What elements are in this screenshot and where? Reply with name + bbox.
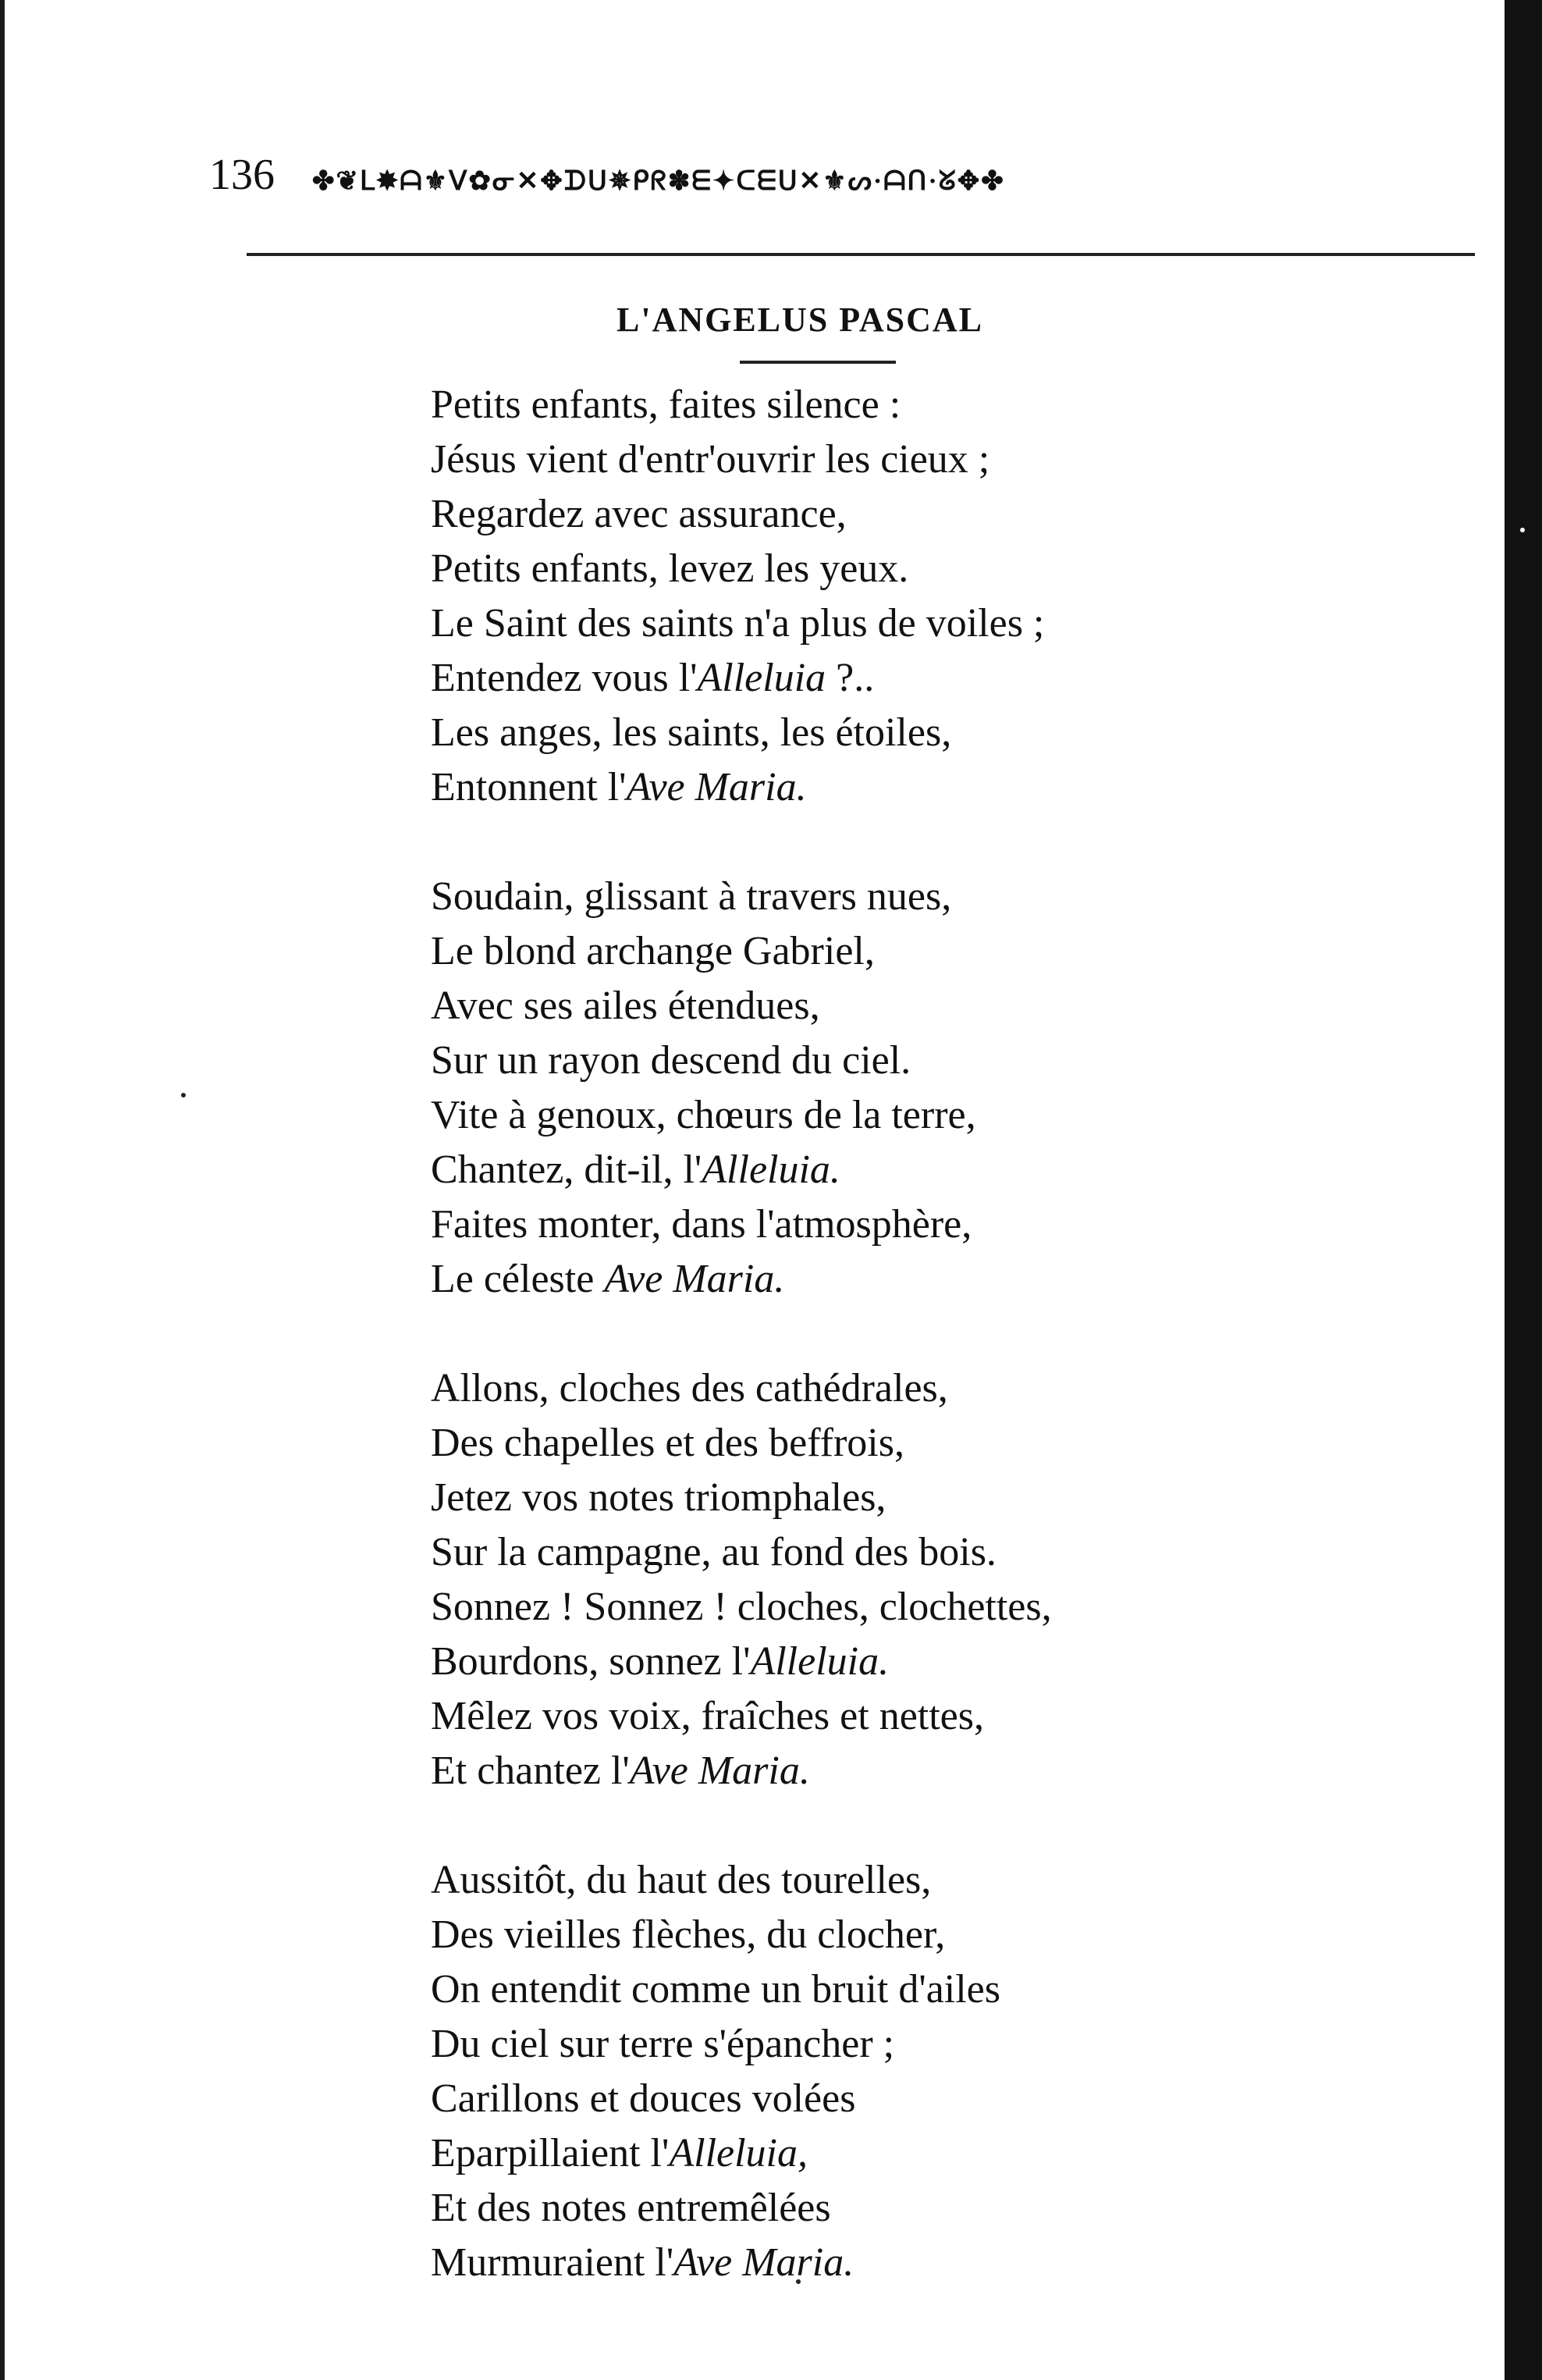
line-text: Et des notes entremêlées bbox=[431, 2186, 831, 2230]
poem-line bbox=[431, 1361, 1469, 1416]
line-italic-text: Alleluia. bbox=[702, 1147, 840, 1192]
poem-line bbox=[431, 870, 1469, 924]
poem-line bbox=[431, 706, 1469, 760]
line-text: Murmuraient l' bbox=[431, 2240, 674, 2285]
line-italic-text: Ave Maria. bbox=[673, 2240, 854, 2285]
poem-line bbox=[431, 1635, 1469, 1689]
line-text: Eparpillaient l' bbox=[431, 2131, 670, 2175]
line-italic-text: Ave Maria. bbox=[604, 1257, 785, 1301]
line-text: Bourdons, sonnez l' bbox=[431, 1639, 751, 1684]
header-ornament: ✤❦ᒪ✸ᗩ⚜ᐯ✿ᓂ✕✥ᗪᑌ✵ᑭᖇ✽ᗴ✦ᑕᗴᑌ✕⚜ᔕ·ᗩᑎ·ᘜ✥✤ bbox=[312, 167, 1005, 196]
line-italic-text: Ave Maria. bbox=[629, 1749, 810, 1793]
poem-line bbox=[431, 1143, 1469, 1197]
line-text: Entendez vous l' bbox=[431, 656, 698, 700]
poem-line bbox=[431, 1252, 1469, 1307]
poem-line bbox=[431, 1853, 1469, 1908]
poem-line bbox=[431, 1525, 1469, 1580]
line-text: Regardez avec assurance, bbox=[431, 492, 847, 536]
poem-line bbox=[431, 432, 1469, 487]
poem-line bbox=[431, 1088, 1469, 1143]
line-text: Carillons et douces volées bbox=[431, 2076, 856, 2121]
line-text: Vite à genoux, chœurs de la terre, bbox=[431, 1093, 976, 1137]
poem-line bbox=[431, 1908, 1469, 1962]
poem-line bbox=[431, 596, 1469, 651]
line-text: Allons, cloches des cathédrales, bbox=[431, 1366, 948, 1411]
poem-line bbox=[431, 487, 1469, 542]
line-text: Le Saint des saints n'a plus de voiles ; bbox=[431, 601, 1045, 646]
line-text: Petits enfants, levez les yeux. bbox=[431, 546, 909, 591]
poem-line bbox=[431, 1744, 1469, 1798]
line-text: Des vieilles flèches, du clocher, bbox=[431, 1912, 946, 1957]
stanza bbox=[431, 870, 1469, 1307]
line-text-tail: ?.. bbox=[826, 656, 875, 700]
scan-speck bbox=[181, 1093, 186, 1098]
scan-border-bar bbox=[1505, 0, 1542, 2380]
line-text: Sur un rayon descend du ciel. bbox=[431, 1038, 911, 1083]
poem-line bbox=[431, 2236, 1469, 2290]
line-text: Jésus vient d'entr'ouvrir les cieux ; bbox=[431, 437, 990, 482]
line-text: Et chantez l' bbox=[431, 1749, 630, 1793]
poem-line bbox=[431, 1689, 1469, 1744]
poem-line bbox=[431, 2072, 1469, 2126]
line-italic-text: Alleluia bbox=[697, 656, 826, 700]
line-italic-text: Ave Maria. bbox=[626, 765, 807, 809]
poem-line bbox=[431, 1416, 1469, 1471]
line-text: Avec ses ailes étendues, bbox=[431, 984, 820, 1028]
poem-line bbox=[431, 1962, 1469, 2017]
stanza bbox=[431, 378, 1469, 815]
header-rule bbox=[247, 253, 1475, 256]
line-text: Sur la campagne, au fond des bois. bbox=[431, 1530, 997, 1574]
scan-speck bbox=[1520, 528, 1525, 532]
poem-line bbox=[431, 651, 1469, 706]
poem-title: L'ANGELUS PASCAL bbox=[616, 301, 984, 339]
line-text: Jetez vos notes triomphales, bbox=[431, 1475, 886, 1520]
line-text: Petits enfants, faites silence : bbox=[431, 382, 901, 427]
line-italic-text: Alleluia, bbox=[669, 2131, 808, 2175]
line-text: Des chapelles et des beffrois, bbox=[431, 1421, 904, 1465]
line-text: Mêlez vos voix, fraîches et nettes, bbox=[431, 1694, 984, 1738]
line-text: Sonnez ! Sonnez ! cloches, clochettes, bbox=[431, 1585, 1052, 1629]
line-text: Le céleste bbox=[431, 1257, 605, 1301]
page-number: 136 bbox=[209, 151, 275, 199]
poem-line bbox=[431, 1471, 1469, 1525]
poem-line bbox=[431, 542, 1469, 596]
line-text: Faites monter, dans l'atmosphère, bbox=[431, 1202, 972, 1247]
poem-line bbox=[431, 2017, 1469, 2072]
title-rule bbox=[740, 361, 896, 364]
poem-line bbox=[431, 1197, 1469, 1252]
stanza bbox=[431, 1361, 1469, 1798]
poem-line bbox=[431, 979, 1469, 1033]
poem-body bbox=[431, 378, 1469, 2345]
line-text: Entonnent l' bbox=[431, 765, 627, 809]
poem-line bbox=[431, 2181, 1469, 2236]
line-text: Le blond archange Gabriel, bbox=[431, 929, 875, 973]
stanza bbox=[431, 1853, 1469, 2290]
page-left-edge bbox=[0, 0, 5, 2380]
poem-line bbox=[431, 924, 1469, 979]
line-text: Chantez, dit-il, l' bbox=[431, 1147, 702, 1192]
poem-line bbox=[431, 2126, 1469, 2181]
poem-line bbox=[431, 1580, 1469, 1635]
line-text: Aussitôt, du haut des tourelles, bbox=[431, 1858, 932, 1902]
poem-line bbox=[431, 760, 1469, 815]
line-text: Du ciel sur terre s'épancher ; bbox=[431, 2022, 895, 2066]
poem-line bbox=[431, 1033, 1469, 1088]
line-text: Les anges, les saints, les étoiles, bbox=[431, 710, 952, 755]
poem-line bbox=[431, 378, 1469, 432]
line-text: On entendit comme un bruit d'ailes bbox=[431, 1967, 1000, 2012]
line-text: Soudain, glissant à travers nues, bbox=[431, 874, 952, 919]
line-italic-text: Alleluia. bbox=[750, 1639, 890, 1684]
